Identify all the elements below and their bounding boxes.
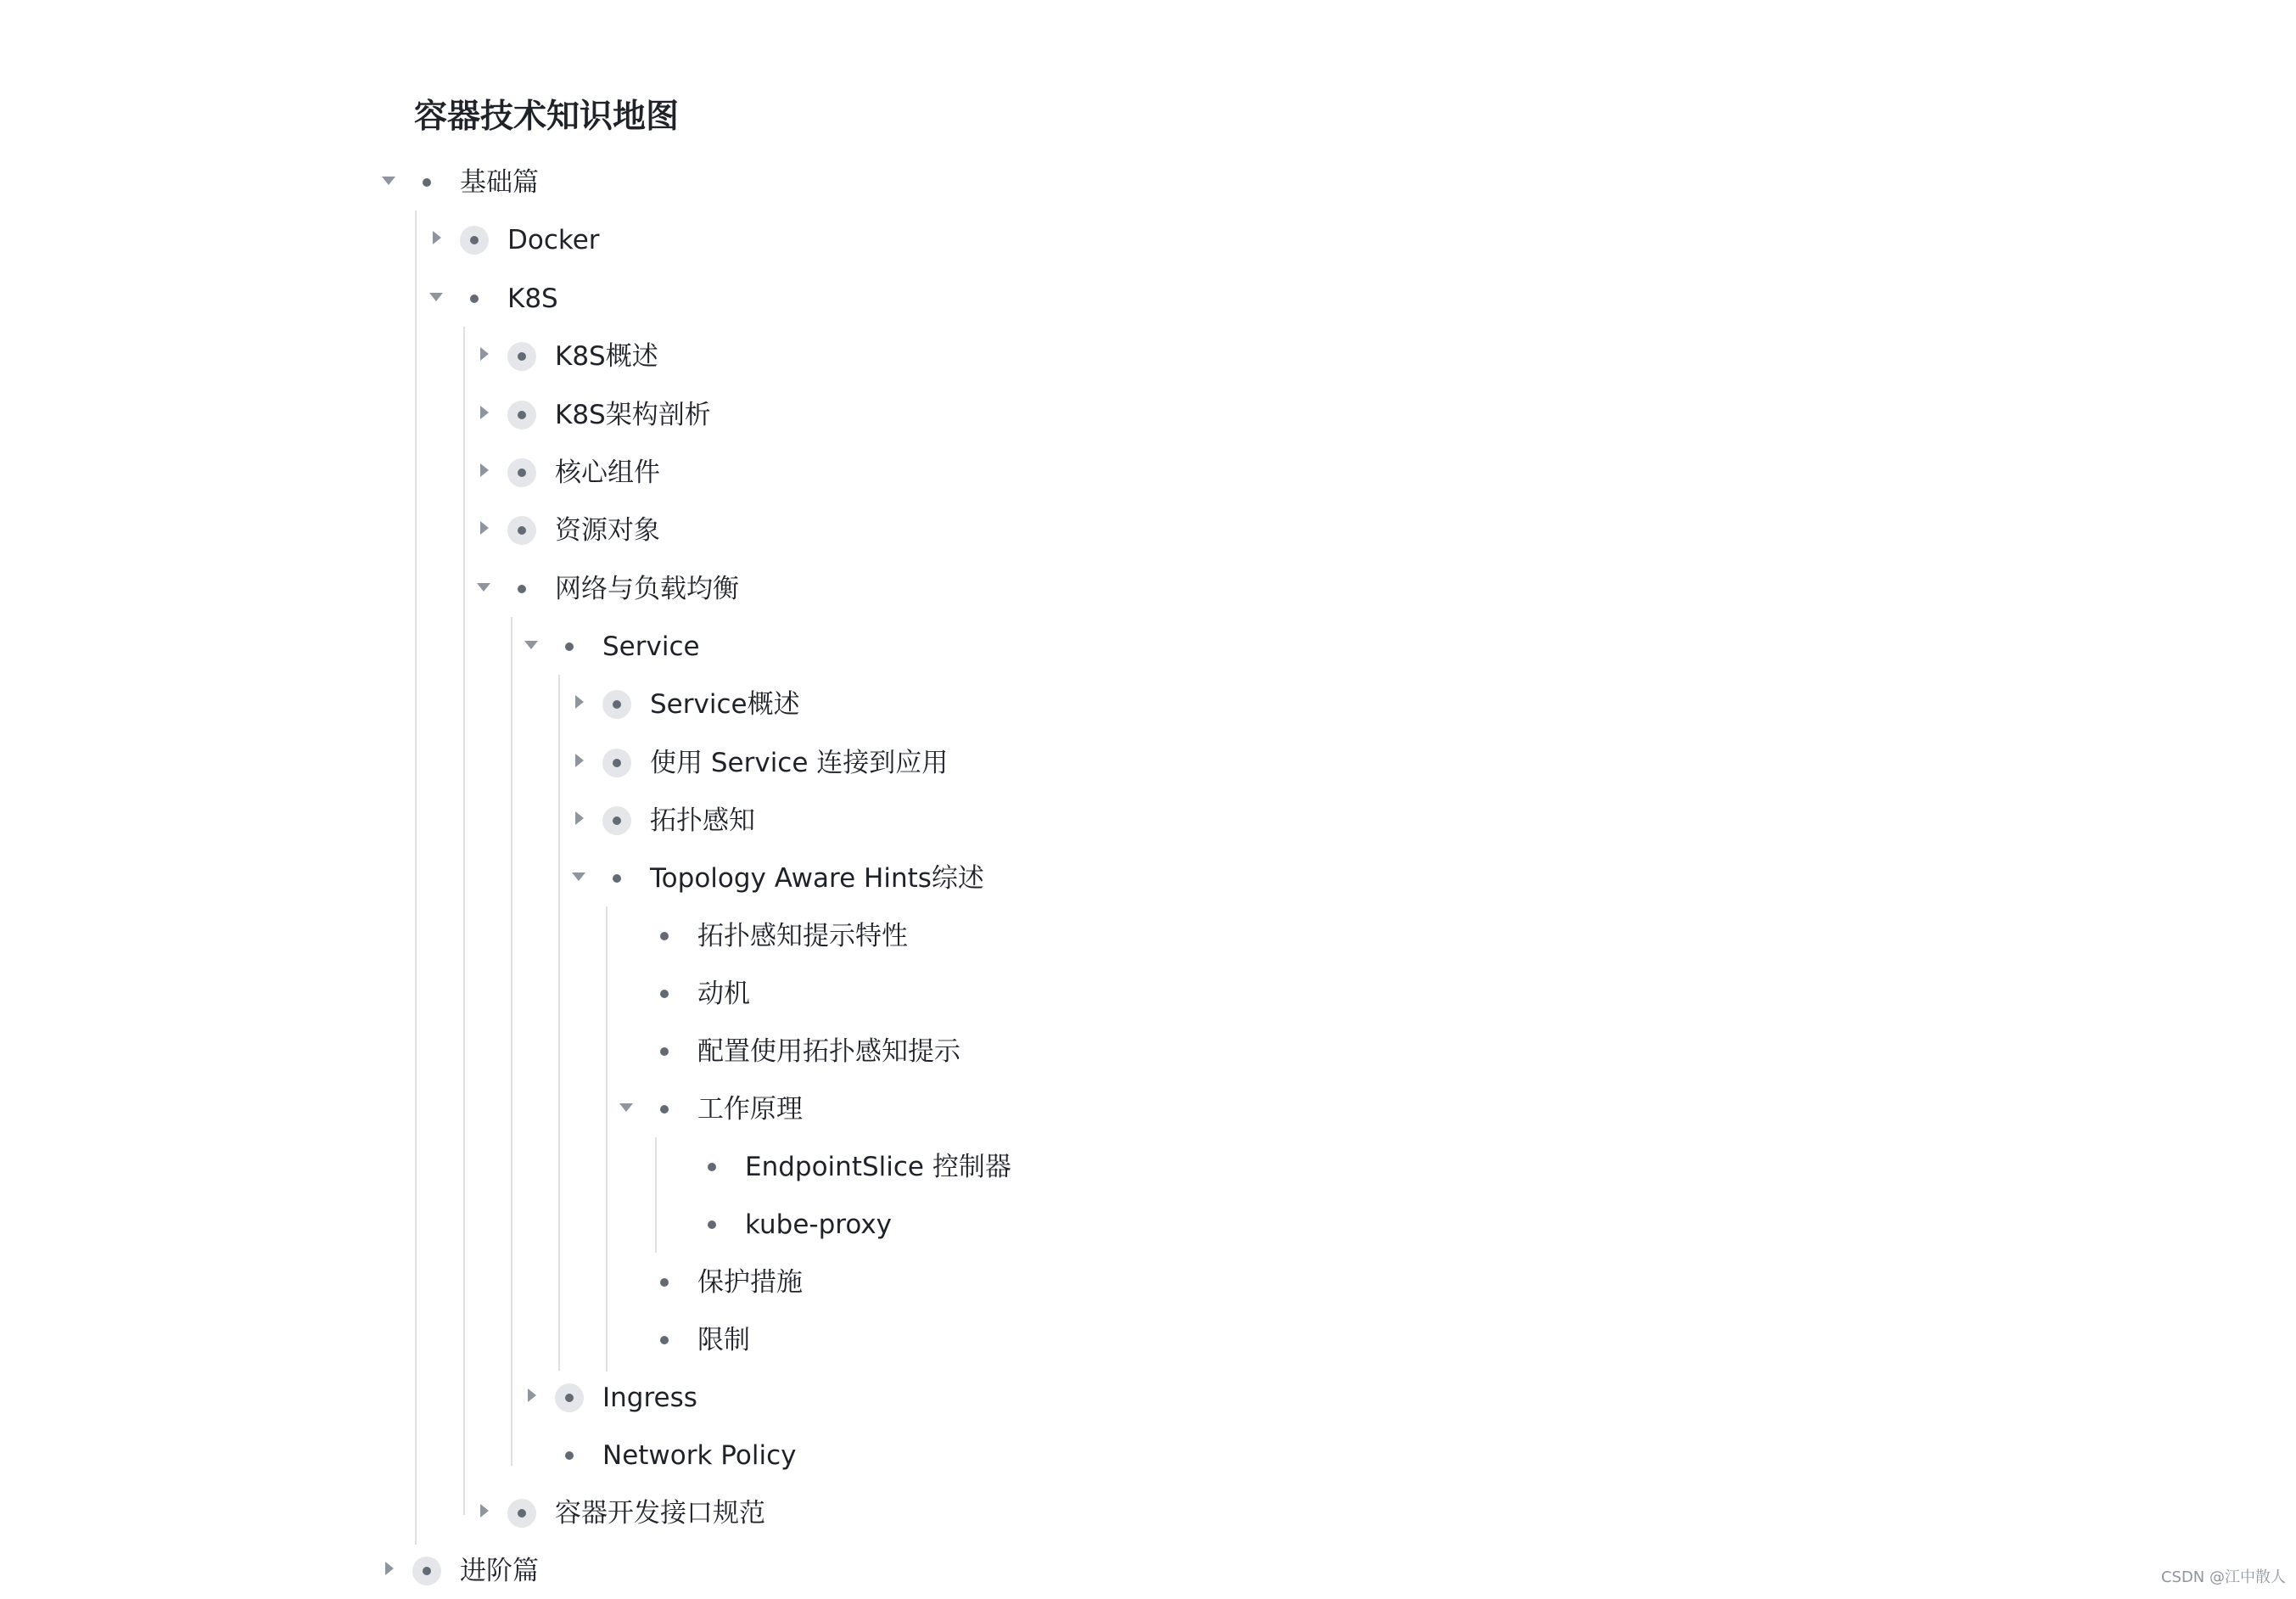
caret-down-icon[interactable] xyxy=(524,641,538,649)
outline-node-label[interactable]: Topology Aware Hints综述 xyxy=(650,863,984,894)
bullet-dot-icon[interactable] xyxy=(507,401,536,429)
outline-node-label[interactable]: 基础篇 xyxy=(460,167,539,198)
outline-node-label[interactable]: K8S概述 xyxy=(555,341,658,372)
caret-right-icon[interactable] xyxy=(575,695,584,709)
outline-node-label[interactable]: Docker xyxy=(507,225,600,255)
outline-node-label[interactable]: Service xyxy=(602,631,700,662)
outline-node-label[interactable]: K8S xyxy=(507,283,558,314)
caret-right-icon[interactable] xyxy=(528,1389,536,1402)
caret-down-icon[interactable] xyxy=(619,1103,633,1112)
bullet-dot-icon[interactable] xyxy=(650,979,679,1008)
caret-right-icon[interactable] xyxy=(480,406,489,419)
bullet-dot-icon[interactable] xyxy=(555,1441,584,1470)
guide-line-level-5 xyxy=(606,906,608,1372)
outline-node-label[interactable]: 网络与负载均衡 xyxy=(555,574,739,604)
outline-node-label[interactable]: Network Policy xyxy=(602,1440,797,1471)
outline-node-label[interactable]: 资源对象 xyxy=(555,515,660,546)
outline-node-label[interactable]: 配置使用拓扑感知提示 xyxy=(697,1036,960,1067)
outline-node-label[interactable]: 进阶篇 xyxy=(460,1556,539,1586)
bullet-dot-icon[interactable] xyxy=(507,1499,536,1528)
bullet-dot-icon[interactable] xyxy=(507,458,536,487)
bullet-dot-icon[interactable] xyxy=(412,168,441,197)
bullet-dot-icon[interactable] xyxy=(507,575,536,603)
bullet-dot-icon[interactable] xyxy=(555,632,584,661)
guide-line-level-4 xyxy=(558,675,560,1371)
bullet-dot-icon[interactable] xyxy=(507,516,536,545)
bullet-dot-icon[interactable] xyxy=(697,1210,726,1239)
caret-right-icon[interactable] xyxy=(575,754,584,767)
outline-node-label[interactable]: Ingress xyxy=(602,1383,697,1413)
caret-right-icon[interactable] xyxy=(433,231,441,244)
outline-node-label[interactable]: 容器开发接口规范 xyxy=(555,1498,765,1529)
outline-node-label[interactable]: Service概述 xyxy=(650,689,800,720)
outline-node-label[interactable]: 核心组件 xyxy=(555,457,660,488)
bullet-dot-icon[interactable] xyxy=(650,1095,679,1124)
outline-node-label[interactable]: 使用 Service 连接到应用 xyxy=(650,748,949,778)
caret-down-icon[interactable] xyxy=(429,293,443,301)
guide-line-level-3 xyxy=(511,617,512,1466)
outline-node-label[interactable]: 保护措施 xyxy=(697,1267,803,1298)
bullet-dot-icon[interactable] xyxy=(650,922,679,951)
caret-right-icon[interactable] xyxy=(480,463,489,477)
outline-node-label[interactable]: 限制 xyxy=(697,1325,750,1355)
bullet-dot-icon[interactable] xyxy=(460,284,489,313)
page-title[interactable]: 容器技术知识地图 xyxy=(414,98,680,136)
caret-right-icon[interactable] xyxy=(480,347,489,361)
guide-line-level-6 xyxy=(655,1137,657,1253)
bullet-dot-icon[interactable] xyxy=(602,749,631,777)
outline-node-label[interactable]: EndpointSlice 控制器 xyxy=(745,1152,1011,1182)
caret-down-icon[interactable] xyxy=(477,583,490,592)
bullet-dot-icon[interactable] xyxy=(650,1268,679,1297)
outline-node-label[interactable]: 拓扑感知提示特性 xyxy=(697,921,908,951)
guide-line-level-1 xyxy=(415,210,417,1545)
caret-right-icon[interactable] xyxy=(575,811,584,825)
bullet-dot-icon[interactable] xyxy=(650,1037,679,1066)
caret-down-icon[interactable] xyxy=(382,177,395,185)
outline-node-label[interactable]: kube-proxy xyxy=(745,1209,893,1240)
outline-node-label[interactable]: 动机 xyxy=(697,979,750,1009)
caret-right-icon[interactable] xyxy=(385,1562,394,1575)
outline-node-label[interactable]: 工作原理 xyxy=(697,1094,803,1125)
caret-right-icon[interactable] xyxy=(480,1504,489,1518)
guide-line-level-2 xyxy=(463,327,465,1515)
bullet-dot-icon[interactable] xyxy=(650,1326,679,1355)
caret-down-icon[interactable] xyxy=(572,872,585,881)
watermark: CSDN @江中散人 xyxy=(2160,1568,2286,1586)
caret-right-icon[interactable] xyxy=(480,521,489,535)
bullet-dot-icon[interactable] xyxy=(412,1557,441,1585)
bullet-dot-icon[interactable] xyxy=(602,690,631,719)
bullet-dot-icon[interactable] xyxy=(602,864,631,893)
outline-node-label[interactable]: K8S架构剖析 xyxy=(555,400,711,430)
bullet-dot-icon[interactable] xyxy=(555,1383,584,1412)
bullet-dot-icon[interactable] xyxy=(602,806,631,835)
outline-node-label[interactable]: 拓扑感知 xyxy=(650,805,755,836)
bullet-dot-icon[interactable] xyxy=(697,1153,726,1181)
bullet-dot-icon[interactable] xyxy=(507,342,536,371)
bullet-dot-icon[interactable] xyxy=(460,226,489,255)
